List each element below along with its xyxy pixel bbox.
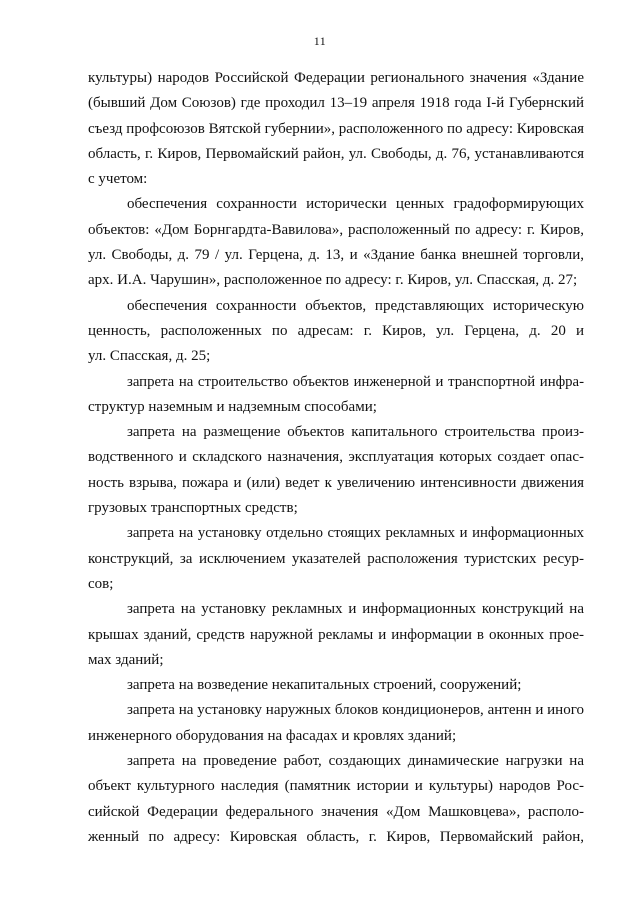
text-line: конструкций, за исключением указателей расположения туристских ресур- <box>88 550 584 567</box>
text-line: запрета на размещение объектов капитального строительства произ- <box>127 424 584 441</box>
text-line: обеспечения сохранности исторически ценных градоформирующих <box>127 196 584 213</box>
text-line: культуры) народов Российской Федерации регионального значения «Здание <box>88 70 584 86</box>
text-line: запрета на установку отдельно стоящих рекламных и информационных <box>127 525 584 542</box>
text-line: запрета на возведение некапитальных строений, сооружений; <box>127 677 522 694</box>
text-line: запрета на установку рекламных и информационных конструкций на <box>127 601 584 618</box>
text-line: запрета на строительство объектов инженерной и транспортной инфра- <box>127 373 584 390</box>
text-line: ность взрыва, пожара и (или) ведет к увеличению интенсивности движения <box>88 474 584 491</box>
text-line: грузовых транспортных средств; <box>88 500 298 517</box>
text-line: (бывший Дом Союзов) где проходил 13–19 апреля 1918 года I-й Губернский <box>88 95 584 112</box>
text-line: арх. И.А. Чарушин», расположенное по адресу: г. Киров, ул. Спасская, д. 27; <box>88 272 578 289</box>
text-line: объектов: «Дом Борнгардта-Вавилова», расположенный по адресу: г. Киров, <box>88 221 584 238</box>
text-line: женный по адресу: Кировская область, г. Киров, Первомайский район, <box>88 828 584 845</box>
text-line: обеспечения сохранности объектов, представляющих историческую <box>127 297 584 314</box>
text-line: водственного и складского назначения, эксплуатация которых создает опас- <box>88 449 584 466</box>
text-line: запрета на проведение работ, создающих динамические нагрузки на <box>127 753 584 770</box>
text-line: запрета на установку наружных блоков кондиционеров, антенн и иного <box>127 702 584 719</box>
page-number: 11 <box>313 34 327 48</box>
text-line: крышах зданий, средств наружной рекламы и информации в оконных прое- <box>88 626 584 643</box>
text-line: область, г. Киров, Первомайский район, ул. Свободы, д. 76, устанавливаются <box>88 145 584 162</box>
body-text <box>88 66 584 850</box>
text-line: объект культурного наследия (памятник истории и культуры) народов Рос- <box>88 778 584 795</box>
text-line: ул. Спасская, д. 25; <box>88 348 211 365</box>
text-line: сийской Федерации федерального значения «Дом Машковцева», располо- <box>88 803 584 820</box>
text-line: инженерного оборудования на фасадах и кровлях зданий; <box>88 727 457 744</box>
text-line: сов; <box>88 575 114 592</box>
text-line: мах зданий; <box>88 651 164 668</box>
text-line: ул. Свободы, д. 79 / ул. Герцена, д. 13, и «Здание банка внешней торговли, <box>88 247 584 264</box>
text-line: съезд профсоюзов Вятской губернии», расположенного по адресу: Кировская <box>88 120 585 137</box>
text-line: структур наземным и надземным способами; <box>88 398 377 415</box>
text-line: ценность, расположенных по адресам: г. Киров, ул. Герцена, д. 20 и <box>88 322 584 339</box>
text-line: с учетом: <box>88 171 148 188</box>
